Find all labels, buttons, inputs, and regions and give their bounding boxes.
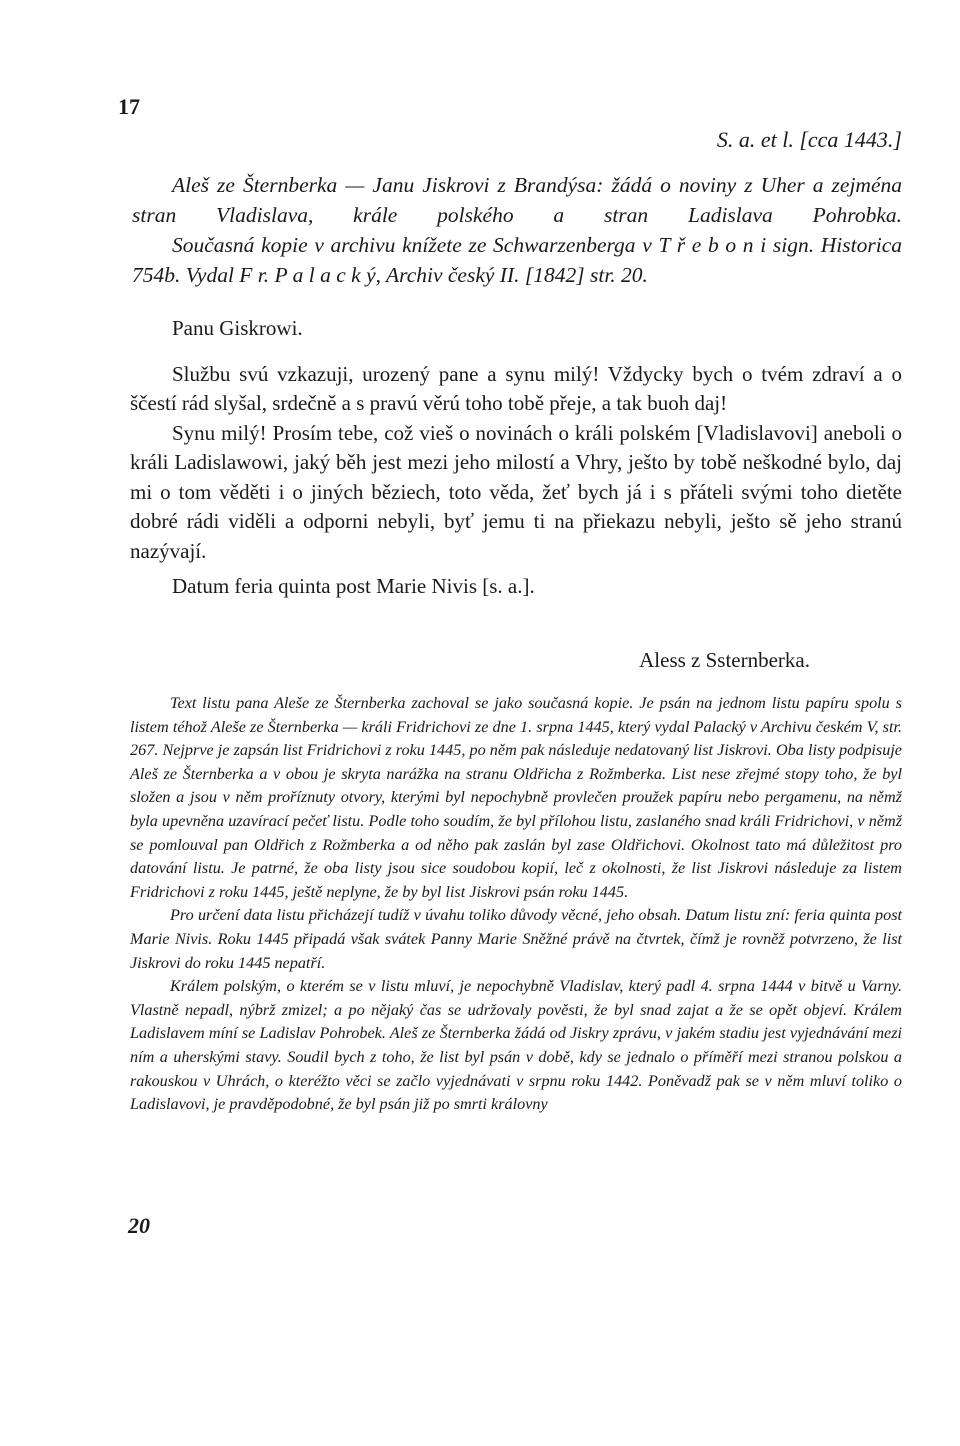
regest-source: Současná kopie v archivu knížete ze Schwarzenberga v T ř e b o n i sign. Historica 754b. Vydal F r. P a l a c k ý, Archiv český II. [1842] str. 20. (132, 233, 902, 287)
printer-signature-mark: 20 (128, 1213, 150, 1238)
letter-text (130, 314, 902, 602)
regest-summary: Aleš ze Šternberka — Janu Jiskrovi z Brandýsa: žádá o noviny z Uher a zejména stran Vladislava, krále polského a stran Ladislava Pohrobka. (132, 173, 902, 227)
letter-paragraph: Službu svú vzkazuji, urozený pane a synu milý! Vždycky bych o tvém zdraví a o ščestí rád slyšal, srdečně a s pravú věrú toho tobě přeje, a tak buoh daj! (130, 361, 902, 415)
document-dating: S. a. et l. [cca 1443.] (716, 127, 902, 152)
letter-paragraph: Synu milý! Prosím tebe, což vieš o novinách o králi polském [Vladislavovi] aneboli o králi Ladislawowi, jaký běh jest mezi jeho milostí a Vhry, ješto by tobě neškodné bylo, daj mi o tom věděti i o jiných běziech, toto věda, žeť bych já i s přáteli svými toho dietěte dobré rádi viděli a odporni nebyli, byť jemu ti na přiekazu nebyli, ješto sě jeho stranú nazývají. (130, 420, 902, 563)
letter-dateline: Datum feria quinta post Marie Nivis [s. a.]. (172, 574, 535, 598)
commentary-paragraph: Králem polským, o kterém se v listu mluví, je nepochybně Vladislav, který padl 4. srpna 1444 v bitvě u Varny. Vlastně nepadl, nýbrž zmizel; a po nějaký čas se udržovaly pověsti, že byl snad zajat a že se opět objeví. Králem Ladislavem míní se Ladislav Pohrobek. Aleš ze Šternberka žádá od Jiskry zprávu, v jakém stadiu jest vyjednávání mezi ním a uherskými stavy. Soudil bych z toho, že list byl psán v době, kdy se jednalo o příměří mezi stranou polskou a rakouskou v Uhrách, o kteréžto věci se začlo vyjednávati v srpnu roku 1442. Poněvadž pak se v něm mluví toliko o Ladislavovi, je pravděpodobné, že byl psán již po smrti královny (130, 977, 902, 1114)
letter-salutation: Panu Giskrowi. (172, 316, 303, 340)
regest (132, 170, 902, 290)
letter-signature: Aless z Ssternberka. (639, 648, 810, 672)
editorial-commentary (130, 692, 902, 1117)
commentary-paragraph: Text listu pana Aleše ze Šternberka zachoval se jako současná kopie. Je psán na jednom listu papíru spolu s listem téhož Aleše ze Šternberka — králi Fridrichovi ze dne 1. srpna 1445, který vydal Palacký v Archivu českém V, str. 267. Nejprve je zapsán list Fridrichovi z roku 1445, po něm pak následuje nedatovaný list Jiskrovi. Oba listy podpisuje Aleš ze Šternberka a v obou je skryta narážka na stranu Oldřicha z Rožmberka. List nese zřejmé stopy toho, že byl složen a jsou v něm proříznuty otvory, kterými byl nepochybně provlečen proužek papíru nebo pergamenu, na němž byla upevněna uzavírací pečeť listu. Podle toho soudím, že byl přílohou listu, zaslaného snad králi Fridrichovi, v němž se pomlouval pan Oldřich z Rožmberka a od něho pak zaslán byl zase Oldřichovi. Okolnost tato má důležitost pro datování listu. Je patrné, že oba listy jsou sice soudobou kopií, leč z okolnosti, že list Jiskrovi následuje za listem Fridrichovi z roku 1445, ještě neplyne, že by byl list Jiskrovi psán roku 1445. (130, 694, 902, 901)
commentary-paragraph: Pro určení data listu přicházejí tudíž v úvahu toliko důvody věcné, jeho obsah. Datum listu zní: feria quinta post Marie Nivis. Roku 1445 připadá však svátek Panny Marie Sněžné právě na čtvrtek, čímž je rovněž potvrzeno, že list Jiskrovi do roku 1445 nepatří. (130, 906, 902, 972)
page-number: 17 (118, 94, 140, 119)
